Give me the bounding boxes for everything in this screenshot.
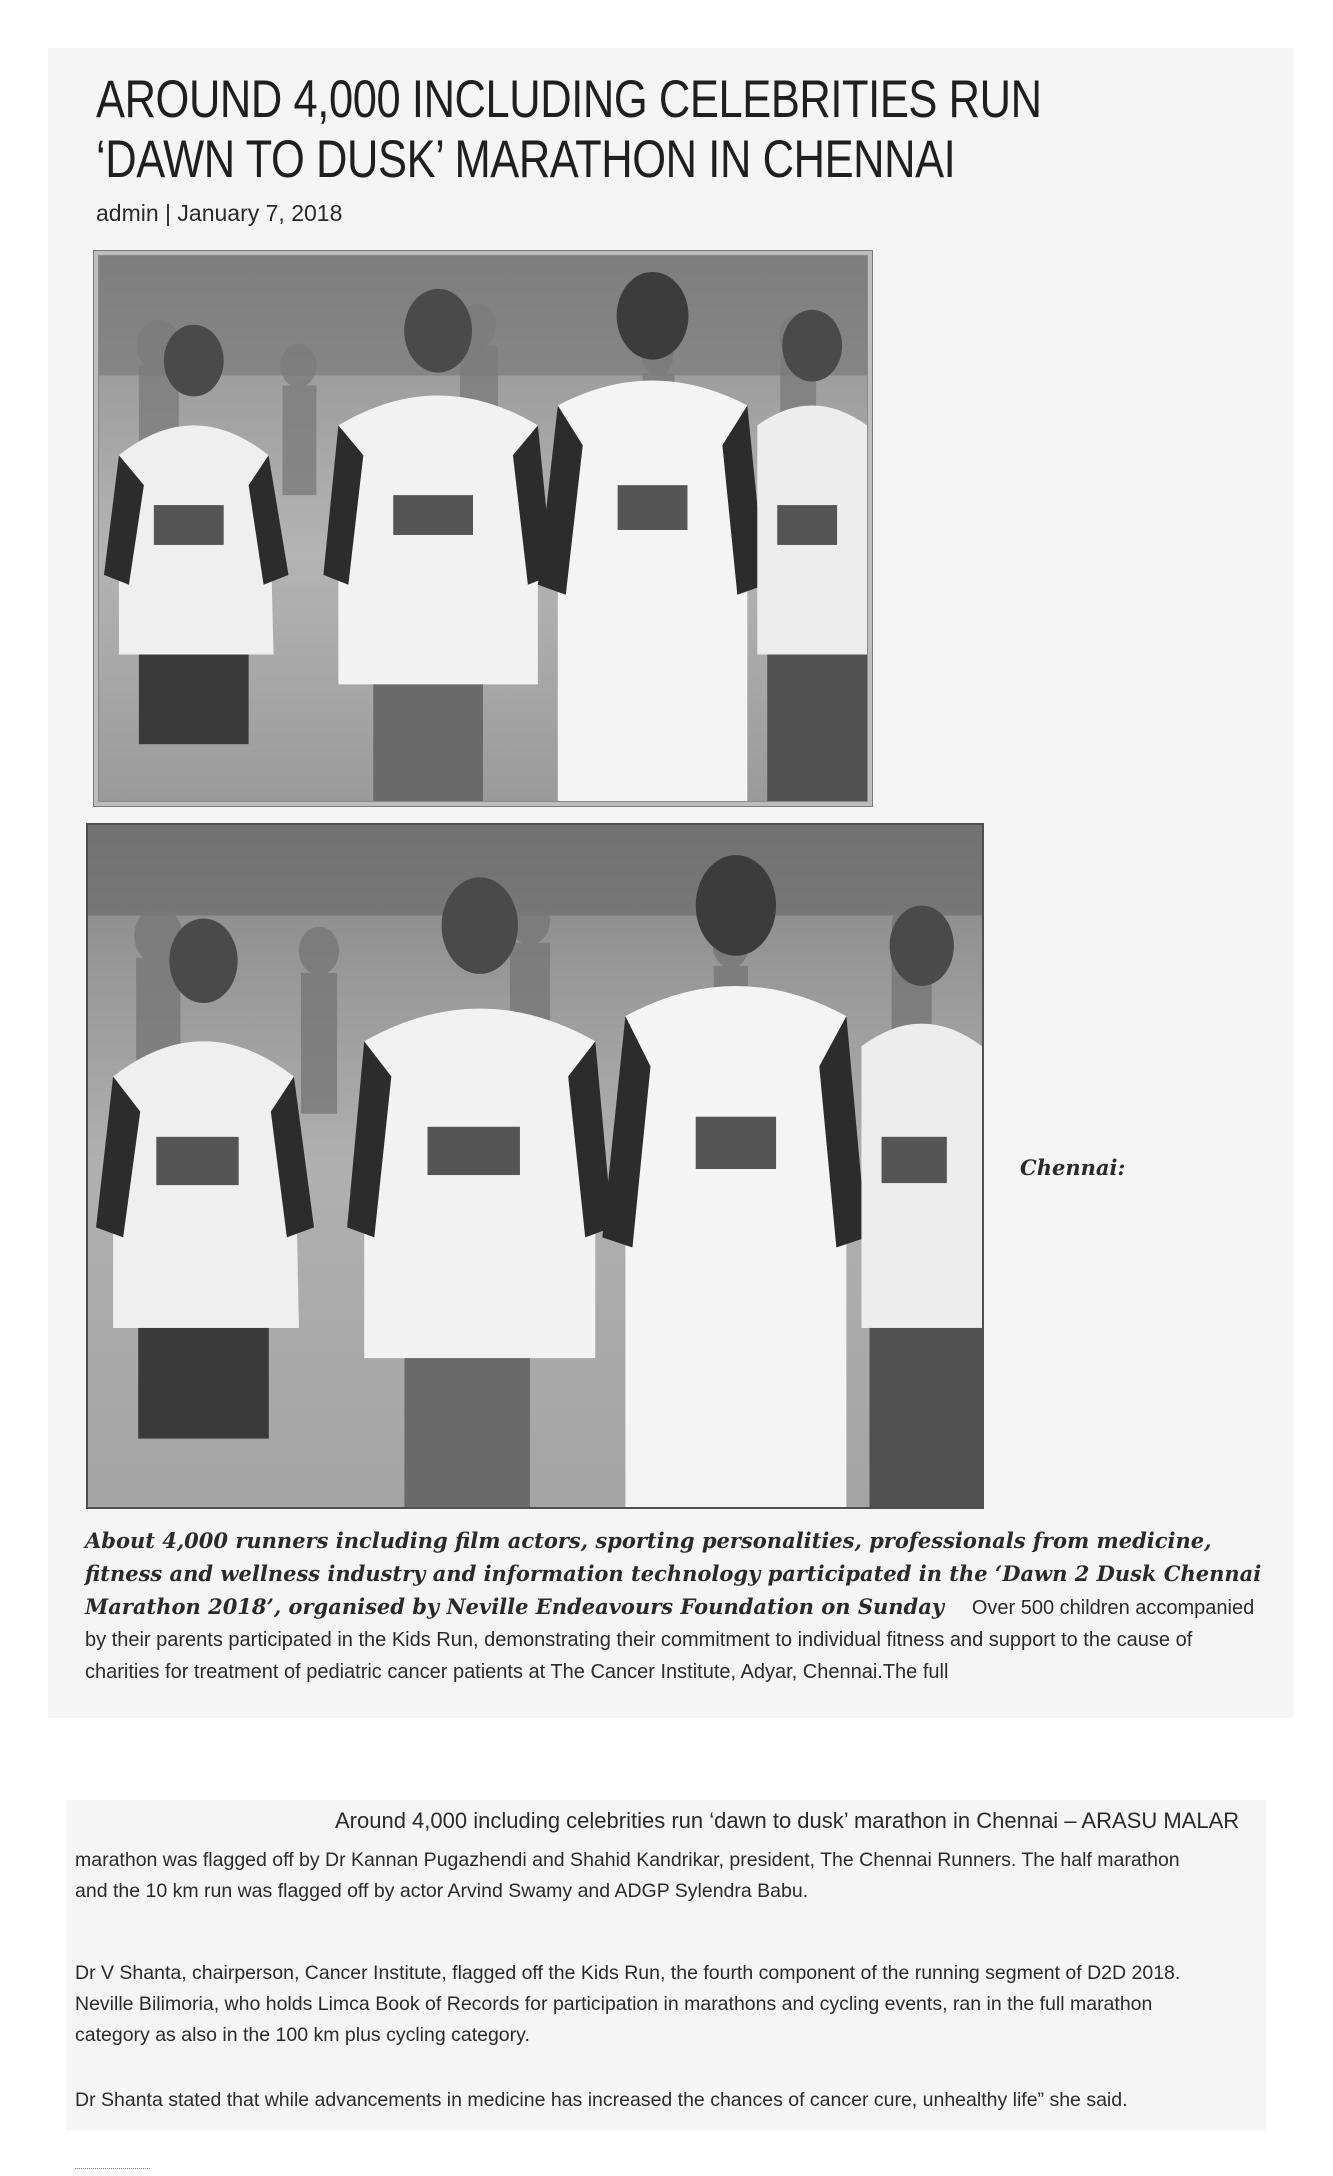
runners-photo-large-illustration [88,825,982,1507]
article-photo-runners[interactable] [93,250,873,807]
runners-photo-illustration [99,256,867,801]
author-link[interactable]: admin [96,200,159,226]
article-photo-runners-large[interactable] [86,823,984,1509]
publish-date: January 7, 2018 [177,200,343,226]
article-dateline: Chennai: [1020,1155,1126,1180]
dotted-rule [75,2168,150,2169]
article-paragraph: Dr Shanta stated that while advancements in medicine has increased the chances of cancer cure, unhealthy life” she said. [75,2089,1128,2111]
article-lead [85,1525,1265,1688]
article-paragraph: Dr V Shanta, chairperson, Cancer Institute, flagged off the Kids Run, the fourth component of the running segment of D2D 2018. Neville Bilimoria, who holds Limca Book of Records for participation in marathons and cycling events, ran in the full marathon category as also in the 100 km plus cycling category. [75,1962,1181,2046]
print-running-title: Around 4,000 including celebrities run ‘dawn to dusk’ marathon in Chennai – ARASU MALAR [335,1808,1240,1833]
article-meta [96,200,342,227]
photo-frame [98,255,868,802]
lead-italic-text: About 4,000 runners including film actors, sporting personalities, professionals from medicine, fitness and wellness industry and information technology participated in the ‘Dawn 2 Dusk Chennai Marathon 2018’, organised by Neville Endeavours Foundation on Sunday [85,1528,1262,1619]
lead-body-text: Over 500 children accompanied by their parents participated in the Kids Run, demonstrating their commitment to individual fitness and support to the cause of charities for treatment of pediatric cancer patients at The Cancer Institute, Adyar, Chennai.The full [85,1597,1255,1683]
article-paragraph: marathon was flagged off by Dr Kannan Pugazhendi and Shahid Kandrikar, president, The Chennai Runners. The half marathon and the 10 km run was flagged off by actor Arvind Swamy and ADGP Sylendra Babu. [75,1849,1180,1902]
article-title: AROUND 4,000 INCLUDING CELEBRITIES RUN ‘DAWN TO DUSK’ MARATHON IN CHENNAI [96,70,1042,189]
photo-frame-large [88,825,982,1507]
meta-separator: | [165,200,172,226]
